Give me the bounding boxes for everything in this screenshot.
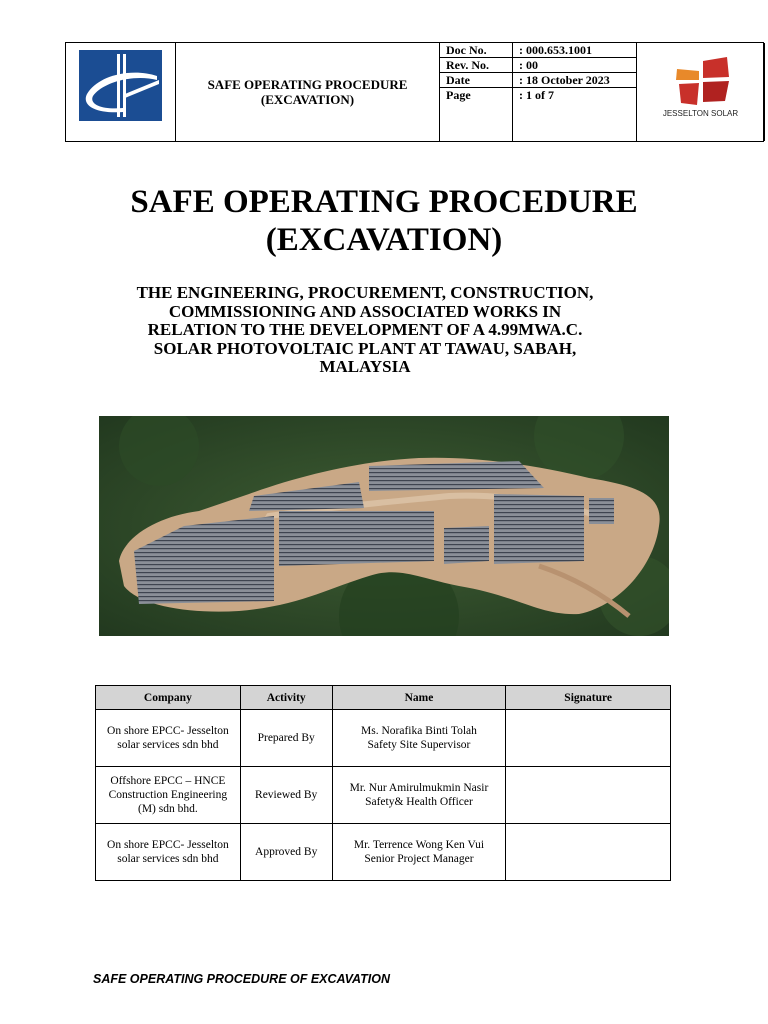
company-line: Offshore EPCC – HNCE bbox=[110, 775, 226, 787]
col-header-company: Company bbox=[96, 686, 241, 710]
person-role: Safety Site Supervisor bbox=[367, 739, 471, 751]
page-footer: SAFE OPERATING PROCEDURE OF EXCAVATION bbox=[93, 972, 391, 986]
page-value: : 1 of 7 bbox=[519, 88, 554, 102]
company-line: Construction Engineering bbox=[108, 789, 228, 801]
company-line: On shore EPCC- Jesselton bbox=[107, 725, 229, 737]
table-row bbox=[96, 824, 671, 881]
header-title-line1: SAFE OPERATING PROCEDURE bbox=[207, 77, 408, 92]
document-header bbox=[65, 42, 764, 142]
company-cell bbox=[96, 767, 241, 824]
subtitle-line2: COMMISSIONING AND ASSOCIATED WORKS IN bbox=[168, 301, 562, 321]
activity-cell: Reviewed By bbox=[240, 767, 332, 824]
company-line: (M) sdn bhd. bbox=[138, 803, 198, 815]
doc-no-value: : 000.653.1001 bbox=[513, 43, 636, 58]
header-field-values bbox=[513, 43, 637, 141]
solar-plant-aerial-photo bbox=[99, 416, 669, 636]
jesselton-logo-icon bbox=[637, 47, 765, 117]
table-header-row bbox=[96, 686, 671, 710]
doc-no-label: Doc No. bbox=[440, 43, 512, 58]
header-title-line2: (EXCAVATION) bbox=[260, 92, 355, 107]
col-header-signature: Signature bbox=[506, 686, 671, 710]
table-row bbox=[96, 710, 671, 767]
signature-cell bbox=[506, 824, 671, 881]
rev-no-label: Rev. No. bbox=[440, 58, 512, 73]
page-title-line1: SAFE OPERATING PROCEDURE bbox=[130, 184, 638, 220]
subtitle-line5: MALAYSIA bbox=[319, 357, 411, 376]
person-name: Ms. Norafika Binti Tolah bbox=[361, 725, 477, 737]
name-cell bbox=[332, 710, 506, 767]
activity-cell: Approved By bbox=[240, 824, 332, 881]
name-cell bbox=[332, 767, 506, 824]
page-label: Page bbox=[446, 88, 471, 102]
person-role: Safety& Health Officer bbox=[365, 796, 473, 808]
signature-cell bbox=[506, 767, 671, 824]
subtitle-line3: RELATION TO THE DEVELOPMENT OF A 4.99MWA.C. bbox=[147, 320, 583, 339]
jesselton-logo-text: JESSELTON SOLAR bbox=[662, 109, 739, 118]
company-logo bbox=[79, 50, 162, 121]
company-line: solar services sdn bhd bbox=[117, 739, 219, 751]
company-cell bbox=[96, 710, 241, 767]
header-title bbox=[176, 43, 440, 141]
subtitle-line1: THE ENGINEERING, PROCUREMENT, CONSTRUCTION, bbox=[136, 283, 594, 302]
col-header-name: Name bbox=[332, 686, 506, 710]
person-role: Senior Project Manager bbox=[364, 853, 474, 865]
signature-cell bbox=[506, 710, 671, 767]
person-name: Mr. Terrence Wong Ken Vui bbox=[353, 839, 485, 851]
rev-no-value: : 00 bbox=[513, 58, 636, 73]
company-line: On shore EPCC- Jesselton bbox=[107, 839, 229, 851]
company-cell bbox=[96, 824, 241, 881]
header-field-keys bbox=[440, 43, 513, 141]
company-logo-cell bbox=[66, 43, 176, 141]
jesselton-logo-cell bbox=[637, 43, 765, 141]
date-value: : 18 October 2023 bbox=[513, 73, 636, 88]
person-name: Mr. Nur Amirulmukmin Nasir bbox=[349, 782, 489, 794]
page-title-line2: (EXCAVATION) bbox=[265, 222, 503, 258]
date-label: Date bbox=[440, 73, 512, 88]
activity-cell: Prepared By bbox=[240, 710, 332, 767]
approval-table bbox=[95, 685, 671, 881]
company-line: solar services sdn bhd bbox=[117, 853, 219, 865]
project-subtitle bbox=[70, 284, 660, 377]
table-row bbox=[96, 767, 671, 824]
col-header-activity: Activity bbox=[240, 686, 332, 710]
page-title bbox=[0, 183, 768, 259]
name-cell bbox=[332, 824, 506, 881]
subtitle-line4: SOLAR PHOTOVOLTAIC PLANT AT TAWAU, SABAH, bbox=[153, 338, 577, 358]
